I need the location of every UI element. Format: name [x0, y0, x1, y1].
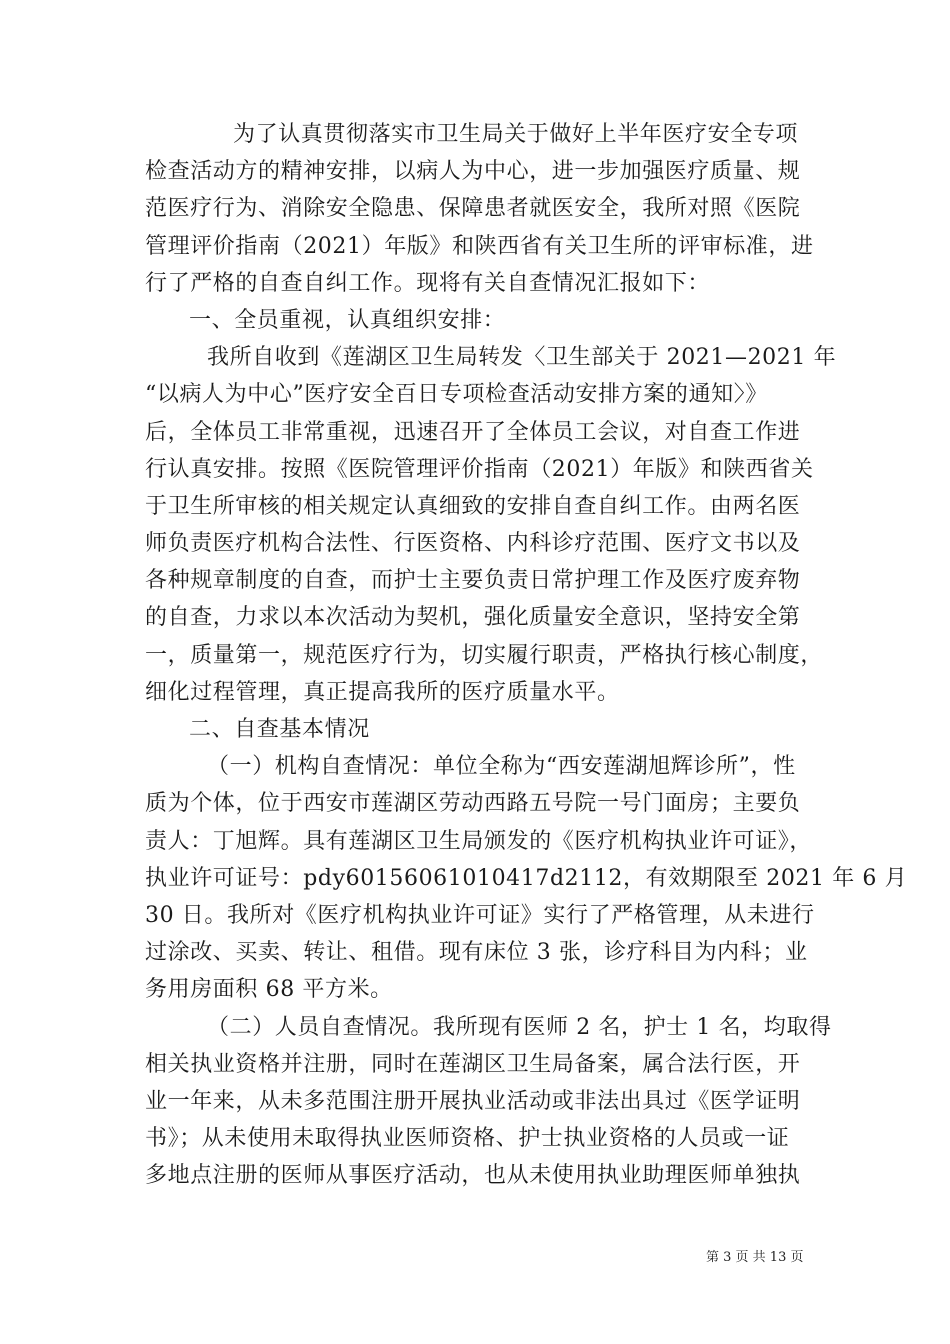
paragraph-line: “以病人为中心”医疗安全百日专项检查活动安排方案的通知〉》 [145, 382, 768, 408]
paragraph-line: （一）机构自查情况：单位全称为“西安莲湖旭辉诊所”，性 [207, 754, 796, 780]
paragraph-line: 管理评价指南（2021）年版》和陕西省有关卫生所的评审标准，进 [145, 233, 814, 259]
paragraph-line: 为了认真贯彻落实市卫生局关于做好上半年医疗安全专项 [233, 122, 799, 147]
paragraph-line: 细化过程管理，真正提高我所的医疗质量水平。 [145, 679, 620, 705]
paragraph-line: 书》；从未使用未取得执业医师资格、护士执业资格的人员或一证 [145, 1126, 790, 1152]
document-body [145, 116, 908, 1194]
paragraph-line: 执业许可证号：pdy60156061010417d2112，有效期限至 2021 年 6 月 [145, 865, 908, 891]
paragraph-line: 后，全体员工非常重视，迅速召开了全体员工会议，对自查工作进 [145, 419, 801, 445]
paragraph-line: 各种规章制度的自查，而护士主要负责日常护理工作及医疗废弃物 [145, 568, 801, 594]
paragraph-line: 检查活动方的精神安排，以病人为中心，进一步加强医疗质量、规 [145, 159, 801, 185]
paragraph-line: 行认真安排。按照《医院管理评价指南（2021）年版》和陕西省关 [145, 456, 814, 482]
paragraph-line: 行了严格的自查自纠工作。现将有关自查情况汇报如下： [145, 270, 711, 296]
paragraph-line: 于卫生所审核的相关规定认真细致的安排自查自纠工作。由两名医 [145, 493, 801, 519]
paragraph-line: 范医疗行为、消除安全隐患、保障患者就医安全，我所对照《医院 [145, 196, 801, 222]
section-heading: 一、全员重视，认真组织安排： [189, 307, 506, 333]
paragraph-line: 质为个体，位于西安市莲湖区劳动西路五号院一号门面房；主要负 [145, 791, 801, 817]
paragraph-line: 过涂改、买卖、转让、租借。现有床位 3 张，诊疗科目为内科；业 [145, 940, 808, 966]
paragraph-line: 的自查，力求以本次活动为契机，强化质量安全意识，坚持安全第 [145, 605, 801, 631]
paragraph-line: 业一年来，从未多范围注册开展执业活动或非法出具过《医学证明 [145, 1088, 801, 1114]
paragraph-line: 师负责医疗机构合法性、行医资格、内科诊疗范围、医疗文书以及 [145, 531, 801, 557]
paragraph-line: 责人：丁旭辉。具有莲湖区卫生局颁发的《医疗机构执业许可证》， [145, 828, 813, 854]
paragraph-line: 务用房面积 68 平方米。 [145, 977, 393, 1003]
paragraph-line: （二）人员自查情况。我所现有医师 2 名，护士 1 名，均取得 [207, 1014, 832, 1040]
paragraph-line: 30 日。我所对《医疗机构执业许可证》实行了严格管理，从未进行 [145, 902, 815, 928]
paragraph-line: 多地点注册的医师从事医疗活动，也从未使用执业助理医师单独执 [145, 1163, 801, 1189]
section-heading: 二、自查基本情况 [189, 717, 370, 742]
paragraph-line: 一，质量第一，规范医疗行为，切实履行职责，严格执行核心制度， [145, 642, 824, 668]
paragraph-line: 我所自收到《莲湖区卫生局转发〈卫生部关于 2021—2021 年 [207, 345, 837, 371]
page-number: 第 3 页 共 13 页 [706, 1250, 804, 1265]
paragraph-line: 相关执业资格并注册，同时在莲湖区卫生局备案，属合法行医，开 [145, 1051, 801, 1077]
